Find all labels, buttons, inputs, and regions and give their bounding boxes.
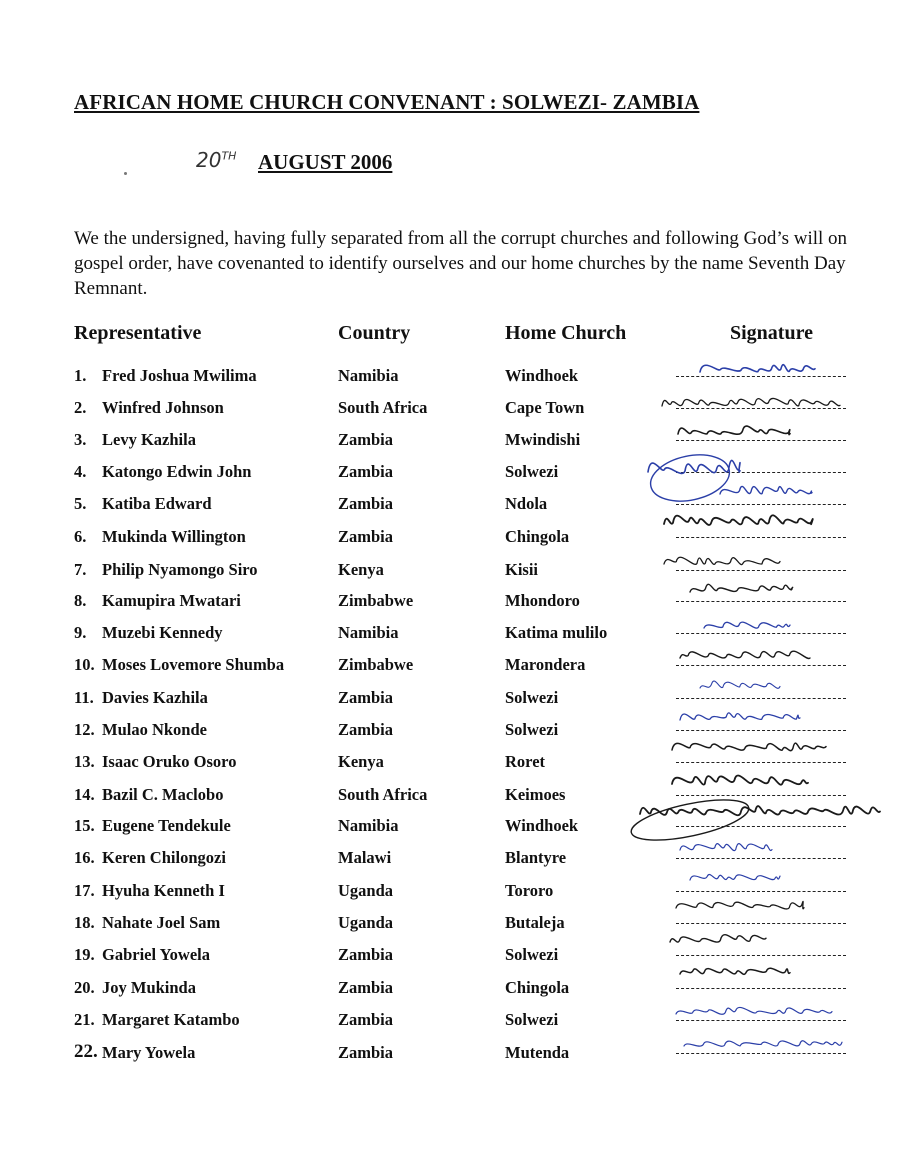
- home-church-name: Chingola: [505, 978, 570, 997]
- table-row: [0, 881, 921, 909]
- row-number: 19.: [74, 945, 95, 964]
- country-name: Uganda: [338, 881, 394, 900]
- country-name: Namibia: [338, 623, 399, 642]
- country-name: Kenya: [338, 560, 384, 579]
- representative-name: Mary Yowela: [102, 1043, 196, 1062]
- row-number: 7.: [74, 560, 87, 579]
- representative-name: Isaac Oruko Osoro: [102, 752, 237, 771]
- home-church-name: Tororo: [505, 881, 554, 900]
- representative-name: Katongo Edwin John: [102, 462, 252, 481]
- country-name: Zambia: [338, 1043, 394, 1062]
- country-name: Zambia: [338, 430, 394, 449]
- signature-line: [676, 440, 846, 441]
- representative-name: Gabriel Yowela: [102, 945, 210, 964]
- table-row: [0, 430, 921, 458]
- column-header-representative: Representative: [74, 322, 202, 344]
- handwritten-day-suffix: TH: [221, 149, 237, 163]
- home-church-name: Marondera: [505, 655, 586, 674]
- representative-name: Margaret Katambo: [102, 1010, 240, 1029]
- row-number: 16.: [74, 848, 95, 867]
- signature-line: [676, 570, 846, 571]
- country-name: Zambia: [338, 688, 394, 707]
- home-church-name: Kisii: [505, 560, 539, 579]
- row-number: 2.: [74, 398, 87, 417]
- table-row: [0, 978, 921, 1006]
- representative-name: Keren Chilongozi: [102, 848, 226, 867]
- country-name: Zambia: [338, 494, 394, 513]
- row-number: 3.: [74, 430, 87, 449]
- home-church-name: Ndola: [505, 494, 548, 513]
- row-number: 22.: [74, 1041, 98, 1062]
- row-number: 5.: [74, 494, 87, 513]
- row-number: 6.: [74, 527, 87, 546]
- table-row: [0, 527, 921, 555]
- handwritten-date-day: [196, 148, 236, 172]
- home-church-name: Solwezi: [505, 720, 559, 739]
- country-name: Zambia: [338, 720, 394, 739]
- row-number: 1.: [74, 366, 87, 385]
- row-number: 18.: [74, 913, 95, 932]
- home-church-name: Keimoes: [505, 785, 566, 804]
- signature-line: [676, 988, 846, 989]
- row-number: 20.: [74, 978, 95, 997]
- representative-name: Nahate Joel Sam: [102, 913, 221, 932]
- table-row: [0, 398, 921, 426]
- signature-line: [676, 698, 846, 699]
- signature-line: [676, 730, 846, 731]
- country-name: Uganda: [338, 913, 394, 932]
- country-name: Zambia: [338, 945, 394, 964]
- document-title: AFRICAN HOME CHURCH CONVENANT : SOLWEZI- ZAMBIA: [74, 90, 700, 114]
- representative-name: Mukinda Willington: [102, 527, 246, 546]
- representative-name: Fred Joshua Mwilima: [102, 366, 257, 385]
- representative-name: Bazil C. Maclobo: [102, 785, 224, 804]
- representative-name: Levy Kazhila: [102, 430, 196, 449]
- home-church-name: Solwezi: [505, 688, 559, 707]
- table-row: [0, 913, 921, 941]
- country-name: South Africa: [338, 398, 428, 417]
- handwritten-day-number: 20: [196, 148, 222, 172]
- country-name: Zimbabwe: [338, 591, 414, 610]
- country-name: Zimbabwe: [338, 655, 414, 674]
- country-name: Malawi: [338, 848, 392, 867]
- row-number: 12.: [74, 720, 95, 739]
- signature-line: [676, 762, 846, 763]
- home-church-name: Butaleja: [505, 913, 565, 932]
- home-church-name: Solwezi: [505, 1010, 559, 1029]
- representative-name: Kamupira Mwatari: [102, 591, 241, 610]
- representative-name: Davies Kazhila: [102, 688, 208, 707]
- home-church-name: Blantyre: [505, 848, 567, 867]
- signature-line: [676, 1053, 846, 1054]
- row-number: 21.: [74, 1010, 95, 1029]
- signature-line: [676, 826, 846, 827]
- stray-ink-dot: [124, 172, 127, 175]
- home-church-name: Katima mulilo: [505, 623, 608, 642]
- representative-name: Hyuha Kenneth I: [102, 881, 225, 900]
- country-name: Zambia: [338, 462, 394, 481]
- representative-name: Philip Nyamongo Siro: [102, 560, 258, 579]
- home-church-name: Windhoek: [505, 816, 579, 835]
- table-row: [0, 945, 921, 973]
- signature-line: [676, 601, 846, 602]
- signature-line: [676, 376, 846, 377]
- row-number: 14.: [74, 785, 95, 804]
- signature-line: [676, 1020, 846, 1021]
- table-row: [0, 1010, 921, 1038]
- row-number: 15.: [74, 816, 95, 835]
- representative-name: Moses Lovemore Shumba: [102, 655, 285, 674]
- table-row: [0, 1043, 921, 1071]
- country-name: South Africa: [338, 785, 428, 804]
- home-church-name: Mutenda: [505, 1043, 570, 1062]
- row-number: 10.: [74, 655, 95, 674]
- home-church-name: Chingola: [505, 527, 570, 546]
- table-row: [0, 720, 921, 748]
- row-number: 8.: [74, 591, 87, 610]
- signature-line: [676, 537, 846, 538]
- representative-name: Winfred Johnson: [102, 398, 224, 417]
- covenant-statement: We the undersigned, having fully separated from all the corrupt churches and following God’s will on gospel order, have covenanted to identify ourselves and our home churches by the name Seventh Day Remnant.: [74, 228, 848, 299]
- country-name: Zambia: [338, 527, 394, 546]
- table-row: [0, 560, 921, 588]
- home-church-name: Cape Town: [505, 398, 585, 417]
- signature-line: [676, 955, 846, 956]
- table-row: [0, 688, 921, 716]
- table-row: [0, 655, 921, 683]
- home-church-name: Mwindishi: [505, 430, 581, 449]
- table-row: [0, 462, 921, 490]
- home-church-name: Solwezi: [505, 945, 559, 964]
- representative-name: Mulao Nkonde: [102, 720, 207, 739]
- signature-line: [676, 408, 846, 409]
- row-number: 13.: [74, 752, 95, 771]
- country-name: Namibia: [338, 816, 399, 835]
- printed-date: AUGUST 2006: [258, 150, 393, 174]
- country-name: Zambia: [338, 978, 394, 997]
- table-row: [0, 848, 921, 876]
- signature-line: [676, 633, 846, 634]
- table-row: [0, 366, 921, 394]
- country-name: Zambia: [338, 1010, 394, 1029]
- representative-name: Muzebi Kennedy: [102, 623, 223, 642]
- table-row: [0, 816, 921, 844]
- representative-name: Eugene Tendekule: [102, 816, 231, 835]
- representative-name: Joy Mukinda: [102, 978, 196, 997]
- table-row: [0, 494, 921, 522]
- table-row: [0, 623, 921, 651]
- home-church-name: Solwezi: [505, 462, 559, 481]
- signature-line: [676, 795, 846, 796]
- signature-line: [676, 891, 846, 892]
- column-header-home-church: Home Church: [505, 322, 627, 344]
- table-row: [0, 785, 921, 813]
- signature-line: [676, 665, 846, 666]
- table-row: [0, 752, 921, 780]
- row-number: 4.: [74, 462, 87, 481]
- signature-line: [676, 858, 846, 859]
- row-number: 17.: [74, 881, 95, 900]
- representative-name: Katiba Edward: [102, 494, 212, 513]
- home-church-name: Roret: [505, 752, 546, 771]
- home-church-name: Mhondoro: [505, 591, 580, 610]
- signature-line: [676, 923, 846, 924]
- signature-line: [676, 472, 846, 473]
- country-name: Kenya: [338, 752, 384, 771]
- home-church-name: Windhoek: [505, 366, 579, 385]
- country-name: Namibia: [338, 366, 399, 385]
- signature-line: [676, 504, 846, 505]
- column-header-country: Country: [338, 322, 411, 344]
- row-number: 9.: [74, 623, 87, 642]
- row-number: 11.: [74, 688, 94, 707]
- table-row: [0, 591, 921, 619]
- column-header-signature: Signature: [730, 322, 813, 344]
